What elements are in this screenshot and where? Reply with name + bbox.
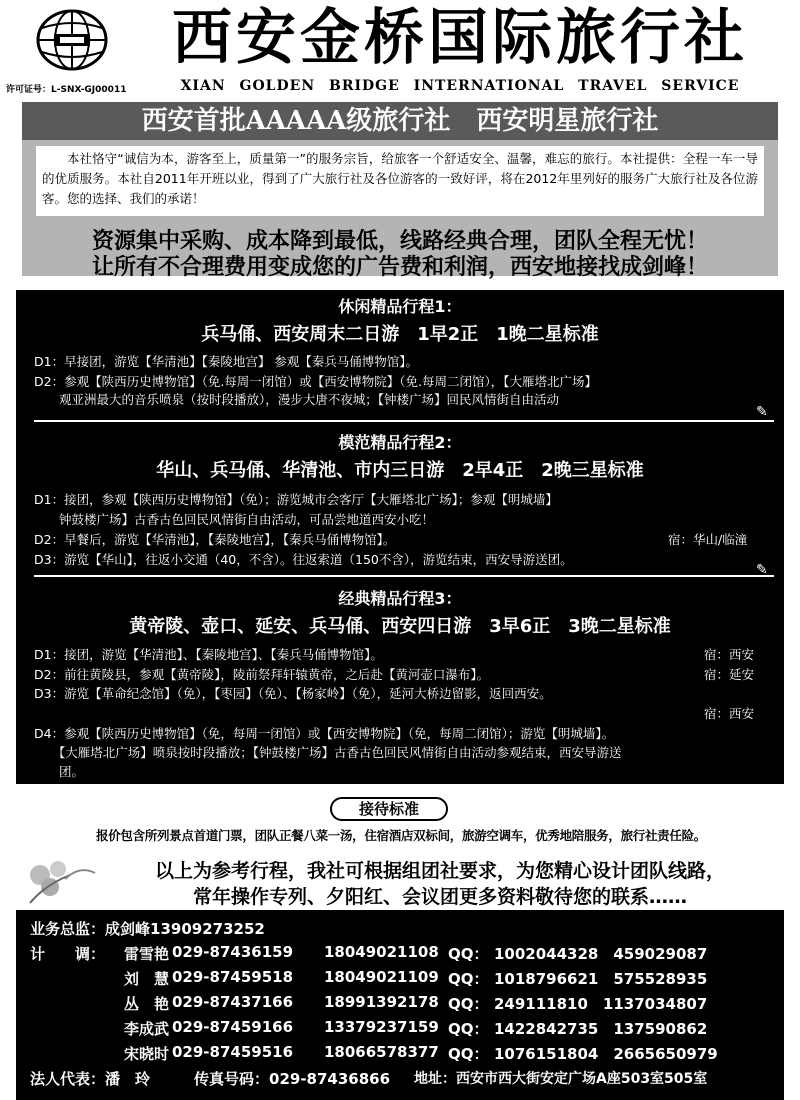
fax-label: 传真号码： <box>194 1070 270 1088</box>
rank-banner: 西安首批AAAAA级旅行社 西安明星旅行社 <box>22 102 778 140</box>
reception-standard-title: 接待标准 <box>330 797 448 821</box>
itinerary-3-subtitle: 黄帝陵、壶口、延安、兵马俑、西安四日游 3早6正 3晚二星标准 <box>129 616 671 637</box>
itinerary-2-day-2: D2：早餐后，游览【华清池】，【秦陵地宫】，【秦兵马俑博物馆】。 <box>34 532 396 547</box>
itinerary-2-day-1-cont: 钟鼓楼广场】古香古色回民风情街自由活动，可品尝地道西安小吃！ <box>34 512 435 527</box>
planner-qq-label: QQ： <box>448 1020 489 1038</box>
itinerary-3-day-1: D1：接团，游览【华清池】、【秦陵地宫】、【秦兵马俑博物馆】。 <box>34 647 383 662</box>
planner-mobile: 18066578377 <box>324 1043 439 1061</box>
fax-number: 029-87436866 <box>269 1070 391 1088</box>
contact-panel <box>16 910 784 1100</box>
reception-standard-text: 报价包含所列景点首道门票，团队正餐八菜一汤，住宿酒店双标间，旅游空调车，优秀地陪服务，旅行社责任险。 <box>95 828 706 843</box>
itinerary-3-day-4: D4：参观【陕西历史博物馆】（免，每周一闭馆）或【西安博物院】（免，每周二闭馆）；游览【明城墙】。 <box>34 726 615 741</box>
itinerary-3-stay-3: 宿：西安 <box>704 706 755 721</box>
planner-label: 计 调： <box>30 945 106 963</box>
globe-bridge-logo-icon <box>34 8 110 72</box>
itinerary-3-day-4-cont: 【大雁塔北广场】喷泉按时段播放；【钟鼓楼广场】古香古色回民风情街自由活动参观结束，西安导游送 <box>34 745 622 760</box>
planner-name: 宋晓时 <box>124 1045 170 1063</box>
itinerary-2-day-1: D1：接团，参观【陕西历史博物馆】（免）；游览城市会客厅【大雁塔北广场】；参观【明城墙】 <box>34 492 558 507</box>
planner-qq-label: QQ： <box>448 995 489 1013</box>
itinerary-2-subtitle: 华山、兵马俑、华清池、市内三日游 2早4正 2晚三星标准 <box>156 460 644 481</box>
itinerary-1-day-2-cont: 观亚洲最大的音乐喷泉（按时段播放），漫步大唐不夜城；【钟楼广场】回民风情街自由活动 <box>34 392 560 407</box>
itinerary-3-day-4-end: 团。 <box>34 764 85 779</box>
planner-tel: 029-87459518 <box>172 968 294 986</box>
planner-tel: 029-87437166 <box>172 993 294 1011</box>
planner-tel: 029-87436159 <box>172 943 294 961</box>
planner-mobile: 13379237159 <box>324 1018 439 1036</box>
legal-rep-label: 法人代表： <box>30 1070 106 1088</box>
planner-name: 李成武 <box>124 1020 170 1038</box>
itinerary-1-day-1: D1：早接团，游览【华清池】【秦陵地宫】 参观【秦兵马俑博物馆】。 <box>34 354 419 369</box>
planner-tel: 029-87459166 <box>172 1018 294 1036</box>
itinerary-3-title: 经典精品行程3： <box>338 589 462 608</box>
slogan-line-1: 资源集中采购、成本降到最低，线路经典合理，团队全程无忧！ <box>91 229 708 254</box>
director-label: 业务总监： <box>30 920 106 938</box>
intro-text: 本社恪守“诚信为本，游客至上，质量第一”的服务宗旨，给旅客一个舒适安全、温馨，难忘的旅行。本社提供：全程一车一导的优质服务。本社自2011年开班以业，得到了广大旅行社及各位游客的一致好评，将在2012年里列好的服务广大旅行社及各位游客。您的选择、我们的承诺！ <box>36 146 764 216</box>
planner-qq-label: QQ： <box>448 1045 489 1063</box>
planner-qq-label: QQ： <box>448 945 489 963</box>
planner-qq: 1076151804 2665650979 <box>494 1045 718 1063</box>
itinerary-3-day-3: D3：游览【革命纪念馆】（免），【枣园】（免）、【杨家岭】（免），延河大桥边留影，返回西安。 <box>34 686 552 701</box>
itinerary-2-day-3: D3：游览【华山】，往返小交通（40，不含）。往返索道（150不含），游览结束，西安导游送团。 <box>34 552 573 567</box>
permit-number: 许可证号：L-SNX-GJ00011 <box>6 85 127 95</box>
itinerary-1-day-2: D2：参观【陕西历史博物馆】（免.每周一闭馆）或【西安博物院】（免.每周二闭馆），【大雁塔北广场】 <box>34 374 598 389</box>
director-contact: 成剑峰13909273252 <box>105 920 265 938</box>
itinerary-2-title: 模范精品行程2： <box>338 433 462 452</box>
planner-name: 雷雪艳 <box>124 945 170 963</box>
pen-icon: ✎ <box>756 562 768 578</box>
slogan-line-2: 让所有不合理费用变成您的广告费和利润，西安地接找成剑峰！ <box>91 255 708 280</box>
planner-qq: 249111810 1137034807 <box>494 995 708 1013</box>
divider <box>34 420 774 422</box>
planner-name: 刘 慧 <box>124 970 170 988</box>
planner-tel: 029-87459516 <box>172 1043 294 1061</box>
itinerary-3-day-2: D2：前往黄陵县，参观【黄帝陵】，陵前祭拜轩辕黄帝，之后赴【黄河壶口瀑布】。 <box>34 667 490 682</box>
planner-name: 丛 艳 <box>124 995 170 1013</box>
planner-mobile: 18991392178 <box>324 993 439 1011</box>
planner-mobile: 18049021109 <box>324 968 439 986</box>
planner-qq: 1018796621 575528935 <box>494 970 708 988</box>
planner-qq: 1002044328 459029087 <box>494 945 708 963</box>
company-title: 西安金桥国际旅行社 <box>172 3 748 73</box>
pen-icon: ✎ <box>756 404 768 420</box>
divider <box>34 575 774 577</box>
itinerary-3-stay-2: 宿：延安 <box>704 667 755 682</box>
reference-line-2: 常年操作专列、夕阳红、会议团更多资料敬待您的联系…… <box>192 886 687 908</box>
itinerary-2-stay: 宿：华山/临潼 <box>668 532 748 547</box>
itinerary-1-title: 休闲精品行程1： <box>338 297 462 316</box>
address: 西安市西大街安定广场A座503室505室 <box>456 1071 708 1087</box>
planner-qq-label: QQ： <box>448 970 489 988</box>
planner-mobile: 18049021108 <box>324 943 439 961</box>
planner-qq: 1422842735 137590862 <box>494 1020 708 1038</box>
company-english-name: XIAN GOLDEN BRIDGE INTERNATIONAL TRAVEL SERVICE <box>180 78 740 94</box>
itinerary-3-stay-1: 宿：西安 <box>704 647 755 662</box>
legal-rep-name: 潘 玲 <box>105 1070 151 1088</box>
reference-line-1: 以上为参考行程，我社可根据组团社要求，为您精心设计团队线路， <box>154 860 725 882</box>
address-label: 地址： <box>414 1071 456 1087</box>
itinerary-1-subtitle: 兵马俑、西安周末二日游 1早2正 1晚二星标准 <box>201 324 599 345</box>
itinerary-panel <box>16 290 784 784</box>
